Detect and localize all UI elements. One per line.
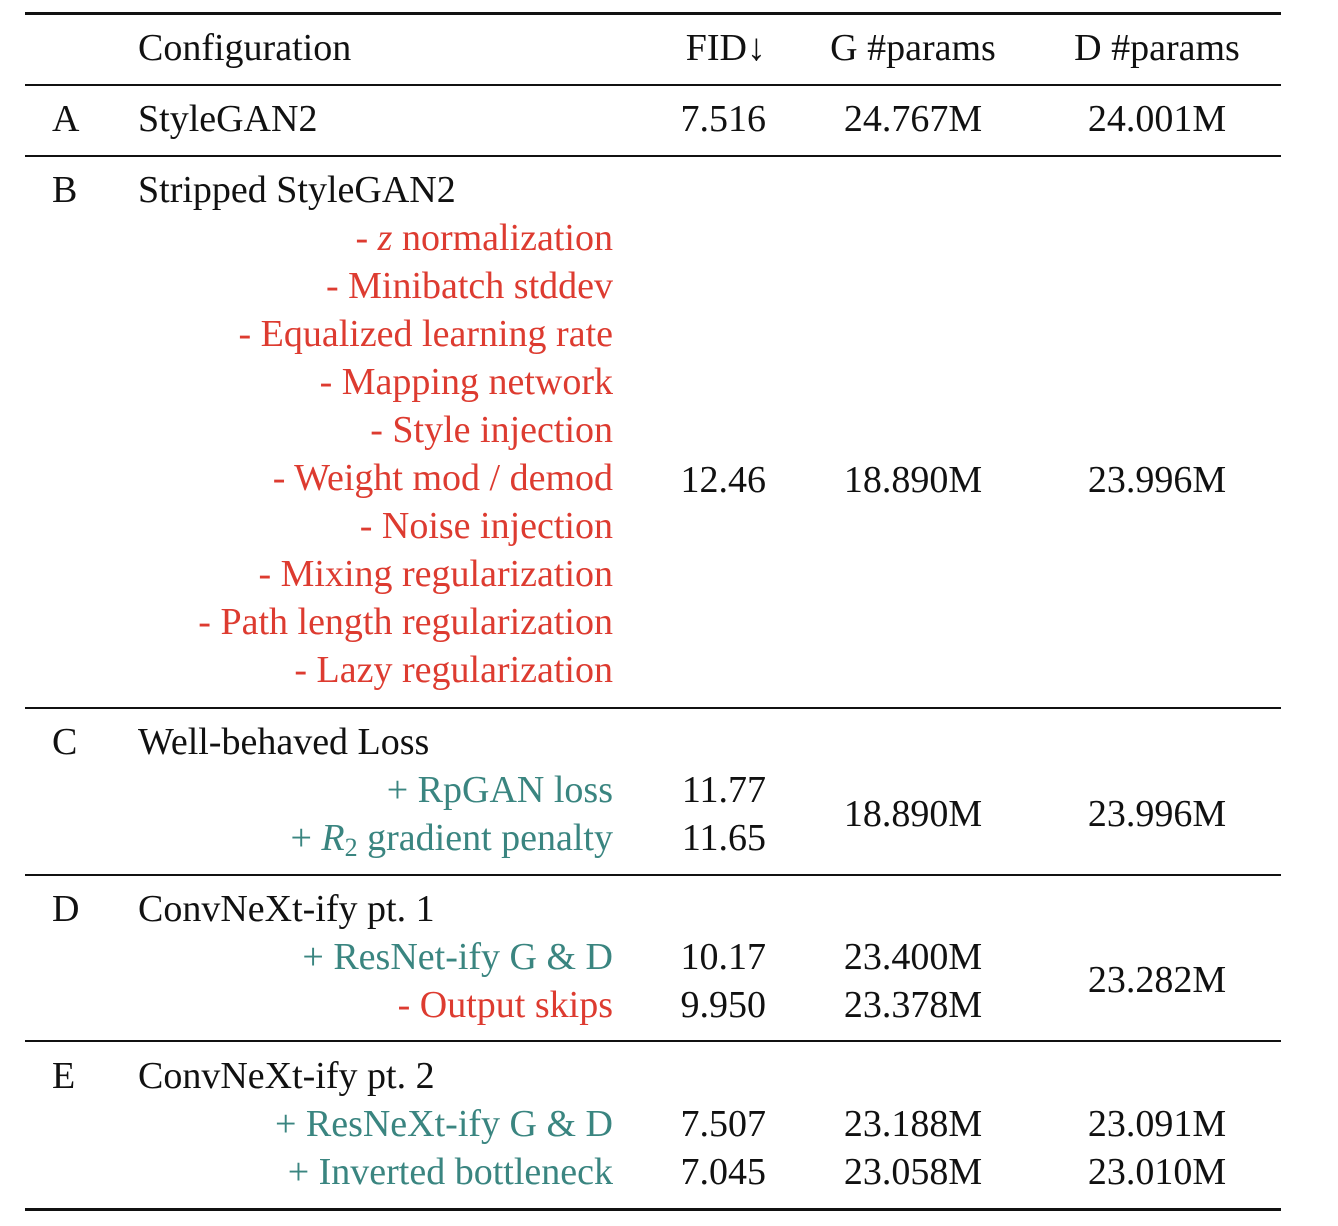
fid-value: 7.516 bbox=[680, 98, 766, 140]
g-params-value: 23.058M bbox=[843, 1151, 983, 1193]
removed-item: - Noise injection bbox=[359, 505, 613, 547]
fid-value: 11.77 bbox=[681, 769, 766, 811]
removed-item: - Mixing regularization bbox=[258, 553, 613, 595]
bottom-rule bbox=[25, 1208, 1281, 1211]
header-fid: FID↓ bbox=[685, 27, 766, 69]
fid-value: 12.46 bbox=[680, 459, 766, 501]
g-params-value: 24.767M bbox=[843, 98, 983, 140]
config-name: Stripped StyleGAN2 bbox=[138, 169, 456, 211]
added-item: + Inverted bottleneck bbox=[287, 1151, 613, 1193]
fid-value: 7.045 bbox=[680, 1151, 766, 1193]
row-rule-b bbox=[25, 707, 1281, 709]
g-params-value: 23.400M bbox=[843, 936, 983, 978]
g-params-value: 18.890M bbox=[843, 793, 983, 835]
row-label: B bbox=[52, 169, 78, 211]
fid-value: 9.950 bbox=[680, 984, 766, 1026]
config-name: StyleGAN2 bbox=[138, 98, 318, 140]
g-params-value: 18.890M bbox=[843, 459, 983, 501]
row-rule-c bbox=[25, 874, 1281, 876]
removed-item: - Weight mod / demod bbox=[272, 457, 613, 499]
fid-value: 10.17 bbox=[680, 936, 766, 978]
removed-item: - Style injection bbox=[370, 409, 613, 451]
g-params-value: 23.378M bbox=[843, 984, 983, 1026]
removed-item: - Lazy regularization bbox=[294, 649, 613, 691]
row-label: E bbox=[52, 1055, 76, 1097]
removed-item: - Mapping network bbox=[319, 361, 613, 403]
added-item: + RpGAN loss bbox=[386, 769, 613, 811]
d-params-value: 23.091M bbox=[1087, 1103, 1227, 1145]
header-configuration: Configuration bbox=[138, 27, 352, 69]
fid-value: 11.65 bbox=[681, 817, 766, 859]
g-params-value: 23.188M bbox=[843, 1103, 983, 1145]
d-params-value: 23.282M bbox=[1087, 959, 1227, 1001]
header-rule bbox=[25, 84, 1281, 86]
config-name: ConvNeXt-ify pt. 2 bbox=[138, 1055, 435, 1097]
header-g-params: G #params bbox=[830, 27, 996, 69]
row-rule-d bbox=[25, 1040, 1281, 1042]
removed-item: - Equalized learning rate bbox=[238, 313, 613, 355]
config-name: ConvNeXt-ify pt. 1 bbox=[138, 888, 435, 930]
added-item: + ResNeXt-ify G & D bbox=[274, 1103, 613, 1145]
removed-item: - Minibatch stddev bbox=[325, 265, 613, 307]
config-name: Well-behaved Loss bbox=[138, 721, 430, 763]
removed-item: - Path length regularization bbox=[198, 601, 613, 643]
top-rule bbox=[25, 12, 1281, 15]
fid-value: 7.507 bbox=[680, 1103, 766, 1145]
d-params-value: 24.001M bbox=[1087, 98, 1227, 140]
added-item: + R2 gradient penalty bbox=[290, 817, 613, 862]
d-params-value: 23.996M bbox=[1087, 793, 1227, 835]
removed-item: - Output skips bbox=[397, 984, 613, 1026]
removed-item: - z normalization bbox=[355, 217, 613, 259]
d-params-value: 23.996M bbox=[1087, 459, 1227, 501]
row-label: A bbox=[52, 98, 80, 140]
added-item: + ResNet-ify G & D bbox=[302, 936, 613, 978]
row-label: D bbox=[52, 888, 80, 930]
row-label: C bbox=[52, 721, 78, 763]
d-params-value: 23.010M bbox=[1087, 1151, 1227, 1193]
header-d-params: D #params bbox=[1074, 27, 1240, 69]
row-rule-a bbox=[25, 155, 1281, 157]
